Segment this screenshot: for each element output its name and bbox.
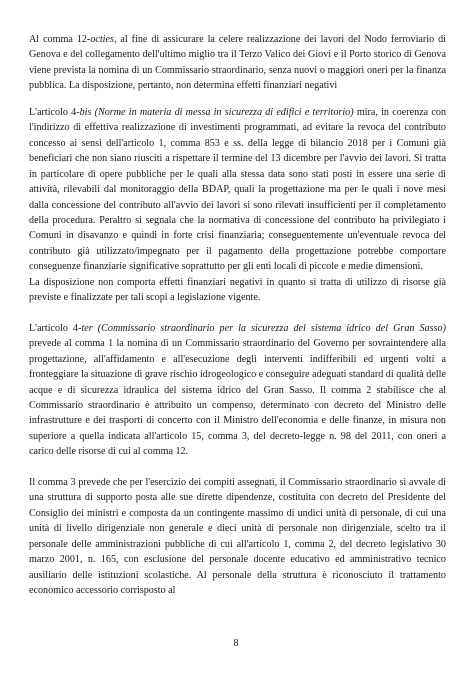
paragraph-articolo-4-ter [29,321,446,460]
text-run: , al fine di assicurare la celere realizzazione dei lavori del Nodo ferroviario di Genova e del collegamento dell'ultimo miglio tra il Terzo Valico dei Giovi e il Porto storico di Genova viene prevista la nomina di un Commissario straordinario, senza nuovi o maggiori oneri per la finanza pubblica. La disposizione, pertanto, non determina effetti finanziari negativi [29,34,446,92]
text-run: L'articolo 4- [29,106,80,118]
paragraph-text [29,475,446,599]
paragraph-text [29,105,446,275]
paragraph-articolo-4-bis [29,105,446,306]
italic-run: ter (Commissario straordinario per la sicurezza del sistema idrico del Gran Sasso) [81,322,446,334]
paragraph-text [29,32,446,94]
paragraph-comma-12-octies [29,32,446,94]
text-run: mira, in coerenza con l'indirizzo di effettiva realizzazione di investimenti programmati, ad evitare la revoca del contributo concesso ai sensi dell'articolo 1, comma 853 e ss. della legge di bilancio 2018 per i Comuni già beneficiari che non siano riusciti a rispettare il termine del 13 dicembre per l'avvio dei lavori. Si tratta in particolare di opere pubbliche per le quali alla stessa data sono stati posti in essere una serie di attività, rilevabili dal monitoraggio della BDAP, quali la progettazione ma per le quali i nove mesi dalla concessione del contributo all'avvio dei lavori si sono rilevati insufficienti per il completamento della procedura. Peraltro si segnala che la normativa di concessione del contributo ha privilegiato i Comuni in disavanzo e quindi in forte crisi finanziaria; conseguentemente un'eventuale revoca del contributo già utilizzato/impegnato per il pagamento della progettazione potrebbe comportare conseguenze finanziarie significative soprattutto per gli enti locali di piccole e medie dimensioni. [29,106,447,273]
paragraph-text [29,321,446,460]
text-run: Il comma 3 prevede che per l'esercizio dei compiti assegnati, il Commissario straordinario si avvale di una struttura di supporto posta alle sue dirette dipendenze, costituita con decreto del Presidente del Consiglio dei ministri e composta da un contingente massimo di undici unità di personale, di cui una unità di livello dirigenziale non generale e dieci unità di personale non dirigenziale, scelto tra il personale delle amministrazioni pubbliche di cui all'articolo 1, comma 2, del decreto legislativo 30 marzo 2001, n. 165, con esclusione del personale docente educativo ed amministrativo tecnico ausiliario delle istituzioni scolastiche. Al personale della struttura è riconosciuto il trattamento economico accessorio corrisposto al [29,476,446,596]
document-body [29,32,446,598]
italic-run: bis (Norme in materia di messa in sicurezza di edifici e territorio) [79,106,354,118]
italic-run: octies [90,34,114,45]
text-run: L'articolo 4- [29,322,82,334]
page-number: 8 [233,638,239,649]
text-run: Al comma 12- [29,34,91,45]
text-run: prevede al comma 1 la nomina di un Commissario straordinario del Governo per sovraintendere alla progettazione, all'affidamento e all'esecuzione degli interventi indifferibili ed urgenti volti a fronteggiare la situazione di grave rischio idrogeologico e conseguire adeguati standard di qualità delle acque e di sicurezza idraulica del sistema idrico del Gran Sasso. Il comma 2 stabilisce che al Commissario straordinario è attribuito un compenso, determinato con decreto del Ministro delle infrastrutture e dei trasporti di concerto con il Ministro dell'economia e delle finanze, in misura non superiore a quella indicata all'articolo 15, comma 3, del decreto-legge n. 98 del 2011, con oneri a carico delle risorse di cui al comma 12. [29,338,446,458]
paragraph-text-continued: La disposizione non comporta effetti finanziari negativi in quanto si tratta di utilizzo di risorse già previste e finalizzate per tali scopi a legislazione vigente. [29,276,446,304]
paragraph-comma-3 [29,475,446,599]
